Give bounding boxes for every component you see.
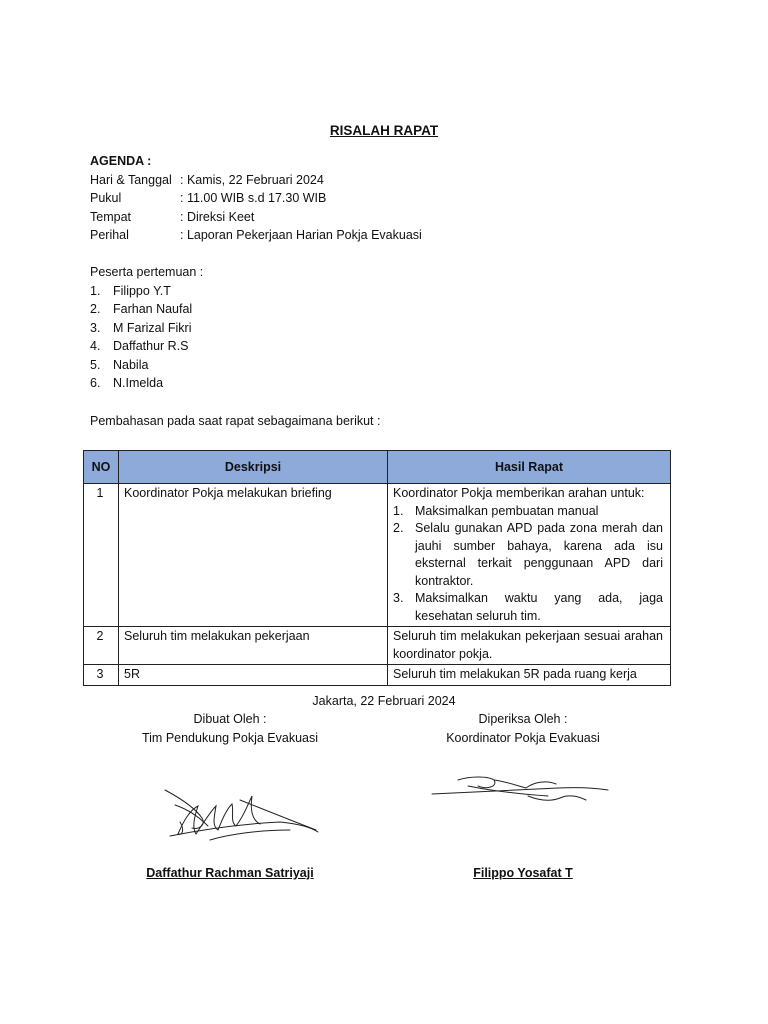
table-header-row bbox=[84, 451, 671, 484]
header-description: Deskripsi bbox=[119, 451, 388, 484]
participants-section bbox=[90, 263, 203, 393]
cell-result: Seluruh tim melakukan 5R pada ruang kerja bbox=[388, 665, 671, 686]
cell-description: Seluruh tim melakukan pekerjaan bbox=[119, 627, 388, 665]
participant-name: N.Imelda bbox=[113, 376, 164, 390]
cell-no: 1 bbox=[84, 484, 119, 627]
signature-block-reviewed bbox=[398, 710, 648, 747]
result-item-text: Maksimalkan pembuatan manual bbox=[415, 503, 599, 518]
document-title: RISALAH RAPAT bbox=[329, 123, 439, 138]
agenda-value: : Kamis, 22 Februari 2024 bbox=[180, 172, 324, 187]
agenda-row-place bbox=[90, 208, 422, 227]
participant-name: Filippo Y.T bbox=[113, 283, 171, 298]
participant-item bbox=[90, 282, 203, 301]
signer-name-prepared: Daffathur Rachman Satriyaji bbox=[146, 866, 314, 880]
participant-item bbox=[90, 300, 203, 319]
signature-organization: Tim Pendukung Pokja Evakuasi bbox=[141, 730, 319, 745]
signature-block-prepared bbox=[90, 710, 370, 747]
cell-description: Koordinator Pokja melakukan briefing bbox=[119, 484, 388, 627]
signature-image-right bbox=[408, 746, 640, 852]
agenda-heading: AGENDA : bbox=[90, 154, 152, 168]
result-item bbox=[393, 590, 663, 625]
cell-no: 3 bbox=[84, 665, 119, 686]
agenda-label: Perihal bbox=[90, 228, 129, 242]
table-row bbox=[84, 484, 671, 627]
result-item bbox=[393, 520, 663, 590]
list-number: 2. bbox=[393, 521, 404, 535]
list-number: 3. bbox=[393, 591, 404, 605]
agenda-value: : 11.00 WIB s.d 17.30 WIB bbox=[180, 191, 327, 205]
signature-organization: Koordinator Pokja Evakuasi bbox=[446, 730, 600, 745]
participant-item bbox=[90, 319, 203, 338]
participants-list bbox=[90, 282, 203, 393]
list-number: 2. bbox=[90, 302, 101, 316]
participant-item bbox=[90, 337, 203, 356]
list-number: 1. bbox=[393, 503, 404, 518]
agenda-value: : Laporan Pekerjaan Harian Pokja Evakuasi bbox=[180, 228, 422, 242]
list-number: 5. bbox=[90, 357, 101, 372]
cell-description: 5R bbox=[119, 665, 388, 686]
list-number: 3. bbox=[90, 320, 101, 335]
minutes-table bbox=[83, 450, 671, 686]
result-item-text: Maksimalkan waktu yang ada, jaga kesehatan seluruh tim. bbox=[415, 591, 663, 623]
signer-name-reviewed: Filippo Yosafat T bbox=[473, 866, 573, 880]
cell-result bbox=[388, 484, 671, 627]
participants-heading: Peserta pertemuan : bbox=[90, 265, 204, 279]
agenda-row-date bbox=[90, 171, 422, 190]
list-number: 4. bbox=[90, 339, 101, 353]
agenda-row-subject bbox=[90, 226, 422, 245]
table-row bbox=[84, 627, 671, 665]
agenda-label: Pukul bbox=[90, 191, 122, 205]
table-row bbox=[84, 665, 671, 686]
participant-name: Nabila bbox=[113, 357, 149, 372]
agenda-section bbox=[90, 152, 422, 245]
place-date: Jakarta, 22 Februari 2024 bbox=[312, 694, 456, 708]
participant-name: Daffathur R.S bbox=[113, 339, 189, 353]
result-item-text: Selalu gunakan APD pada zona merah dan jauhi sumber bahaya, karena ada isu eksternal terkait penggunaan APD dari kontraktor. bbox=[415, 521, 663, 588]
participant-item bbox=[90, 356, 203, 375]
result-intro: Koordinator Pokja memberikan arahan untuk: bbox=[393, 486, 645, 500]
header-no: NO bbox=[84, 451, 119, 484]
result-item bbox=[393, 503, 663, 521]
agenda-label: Hari & Tanggal bbox=[90, 172, 172, 187]
participant-name: M Farizal Fikri bbox=[113, 320, 192, 335]
agenda-row-time bbox=[90, 189, 422, 208]
list-number: 1. bbox=[90, 283, 101, 298]
cell-no: 2 bbox=[84, 627, 119, 665]
list-number: 6. bbox=[90, 376, 101, 390]
signature-image-left bbox=[140, 760, 330, 850]
agenda-label: Tempat bbox=[90, 209, 131, 224]
discussion-intro: Pembahasan pada saat rapat sebagaimana berikut : bbox=[90, 414, 381, 428]
signature-role: Dibuat Oleh : bbox=[193, 712, 267, 726]
participant-item bbox=[90, 374, 203, 393]
agenda-value: : Direksi Keet bbox=[180, 209, 255, 224]
cell-result: Seluruh tim melakukan pekerjaan sesuai arahan koordinator pokja. bbox=[388, 627, 671, 665]
signature-role: Diperiksa Oleh : bbox=[478, 712, 568, 726]
participant-name: Farhan Naufal bbox=[113, 302, 193, 316]
header-result: Hasil Rapat bbox=[388, 451, 671, 484]
